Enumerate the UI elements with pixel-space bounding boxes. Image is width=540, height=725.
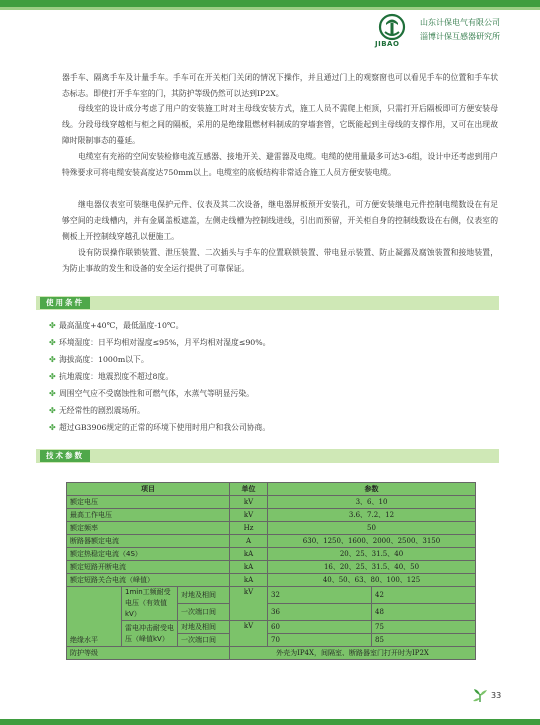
top-color-band [0, 0, 540, 7]
bullet-cross-icon: ✤ [49, 338, 56, 347]
insulation-group-label: 绝缘水平 [67, 587, 122, 647]
bullet-cross-icon: ✤ [49, 372, 56, 381]
section-header-parameters [36, 449, 499, 463]
table-row: 一次端口间 70 85 [67, 634, 476, 647]
condition-item: ✤ 最高温度+40℃，最低温度-10℃。 [49, 321, 184, 330]
paragraph-cable-room: 电缆室有充裕的空间安装检修电流互感器、接地开关、避雷器及电缆。电缆的使用量最多可达3-6组，设计中还考虑到用户特殊要求可将电缆安装高度达750mm以上。电缆室的底板结构非常适合施工人员方便安装电缆。 [62, 152, 498, 177]
paragraph-interlock: 设有防误操作联锁装置、泄压装置、二次插头与手车的位置联锁装置、带电显示装置、防止凝露及腐蚀装置和接地装置，为防止事故的发生和设备的安全运行提供了可靠保证。 [62, 248, 498, 273]
condition-item: ✤ 超过GB3906规定的正常的环境下使用时用户和我公司协商。 [49, 423, 271, 432]
paragraph-handcart: 器手车、隔离手车及计量手车。手车可在开关柜门关闭的情况下操作，并且通过门上的观察窗也可以看见手车的位置和手车状态标志。即使打开手车室的门，其防护等级仍然可以达到IP2X。 [62, 73, 498, 98]
condition-item: ✤ 海拔高度：1000m以下。 [49, 355, 149, 364]
company-name: 山东计保电气有限公司 [420, 18, 500, 27]
section-header-conditions [36, 296, 499, 310]
bullet-cross-icon: ✤ [49, 389, 56, 398]
table-header-row [67, 483, 476, 496]
top-accent-band [0, 7, 540, 10]
header-item: 项目 [67, 483, 230, 496]
table-row: 额定电压 kV 3、6、10 [67, 496, 476, 509]
header-value: 参数 [268, 483, 476, 496]
technical-parameters-table [66, 482, 476, 660]
table-row: 断路器额定电流 A 630、1250、1600、2000、2500、3150 [67, 535, 476, 548]
leaf-ornament-icon [472, 688, 488, 704]
institute-name: 淄博计保互感器研究所 [420, 32, 500, 41]
table-row: 额定频率 Hz 50 [67, 522, 476, 535]
condition-item: ✤ 抗地震度：地震烈度不超过8度。 [49, 372, 174, 381]
table-row: 额定热稳定电流（4S） kA 20、25、31.5、40 [67, 548, 476, 561]
section-title: 技术参数 [40, 450, 90, 462]
section-title: 使用条件 [40, 297, 90, 309]
bullet-cross-icon: ✤ [49, 423, 56, 432]
header-unit: 单位 [230, 483, 268, 496]
page-number: 33 [491, 691, 502, 700]
table-row: 额定短路关合电流（峰值） kA 40、50、63、80、100、125 [67, 574, 476, 587]
condition-item: ✤ 无经常性的剧烈震场所。 [49, 406, 145, 415]
lightning-impulse-label: 雷电冲击耐受电压（峰值kV） [122, 621, 178, 647]
condition-item: ✤ 周围空气应不受腐蚀性和可燃气体，水蒸气等明显污染。 [49, 389, 254, 398]
table-row: 防护等级 外壳为IP4X，间隔室、断路器室门打开时为IP2X [67, 647, 476, 660]
paragraph-busbar: 母线室的设计成分考虑了用户的安装施工时对主母线安装方式，施工人员不需爬上柜顶，只需打开后隔板即可方便安装母线。分段母线穿越柜与柜之间的隔板，采用的是绝缘阻燃材料制成的穿墙套管，它既能起到主母线的支撑作用，又可在出现故障时限制事态的蔓延。 [62, 104, 498, 145]
bottom-color-band [0, 719, 540, 725]
paragraph-relay-room: 继电器仪表室可装继电保护元件、仪表及其二次设备，继电器屏板预开安装孔，可方便安装继电元件控制电缆数设在有足够空间的走线槽内，并有金属盖板遮盖，左侧走线槽为控制线进线，引出而预留，开关柜自身的控制线数设在右侧，仪表室的侧板上开控制线穿越孔以便施工。 [62, 200, 498, 241]
table-row: 绝缘水平 1min工频耐受电压（有效值kV） 对地及相间 kV 32 42 [67, 587, 476, 604]
bullet-cross-icon: ✤ [49, 406, 56, 415]
logo-wordmark: JIBAO [375, 40, 400, 48]
table-row: 最高工作电压 kV 3.6、7.2、12 [67, 509, 476, 522]
condition-item: ✤ 环境湿度：日平均相对湿度≤95%，月平均相对湿度≤90%。 [49, 338, 271, 347]
bullet-cross-icon: ✤ [49, 355, 56, 364]
power-frequency-label: 1min工频耐受电压（有效值kV） [122, 587, 178, 621]
table-row: 一次端口间 36 48 [67, 604, 476, 621]
table-row: 雷电冲击耐受电压（峰值kV） 对地及相间 kV 60 75 [67, 621, 476, 634]
bullet-cross-icon: ✤ [49, 321, 56, 330]
table-row: 额定短路开断电流 kA 16、20、25、31.5、40、50 [67, 561, 476, 574]
